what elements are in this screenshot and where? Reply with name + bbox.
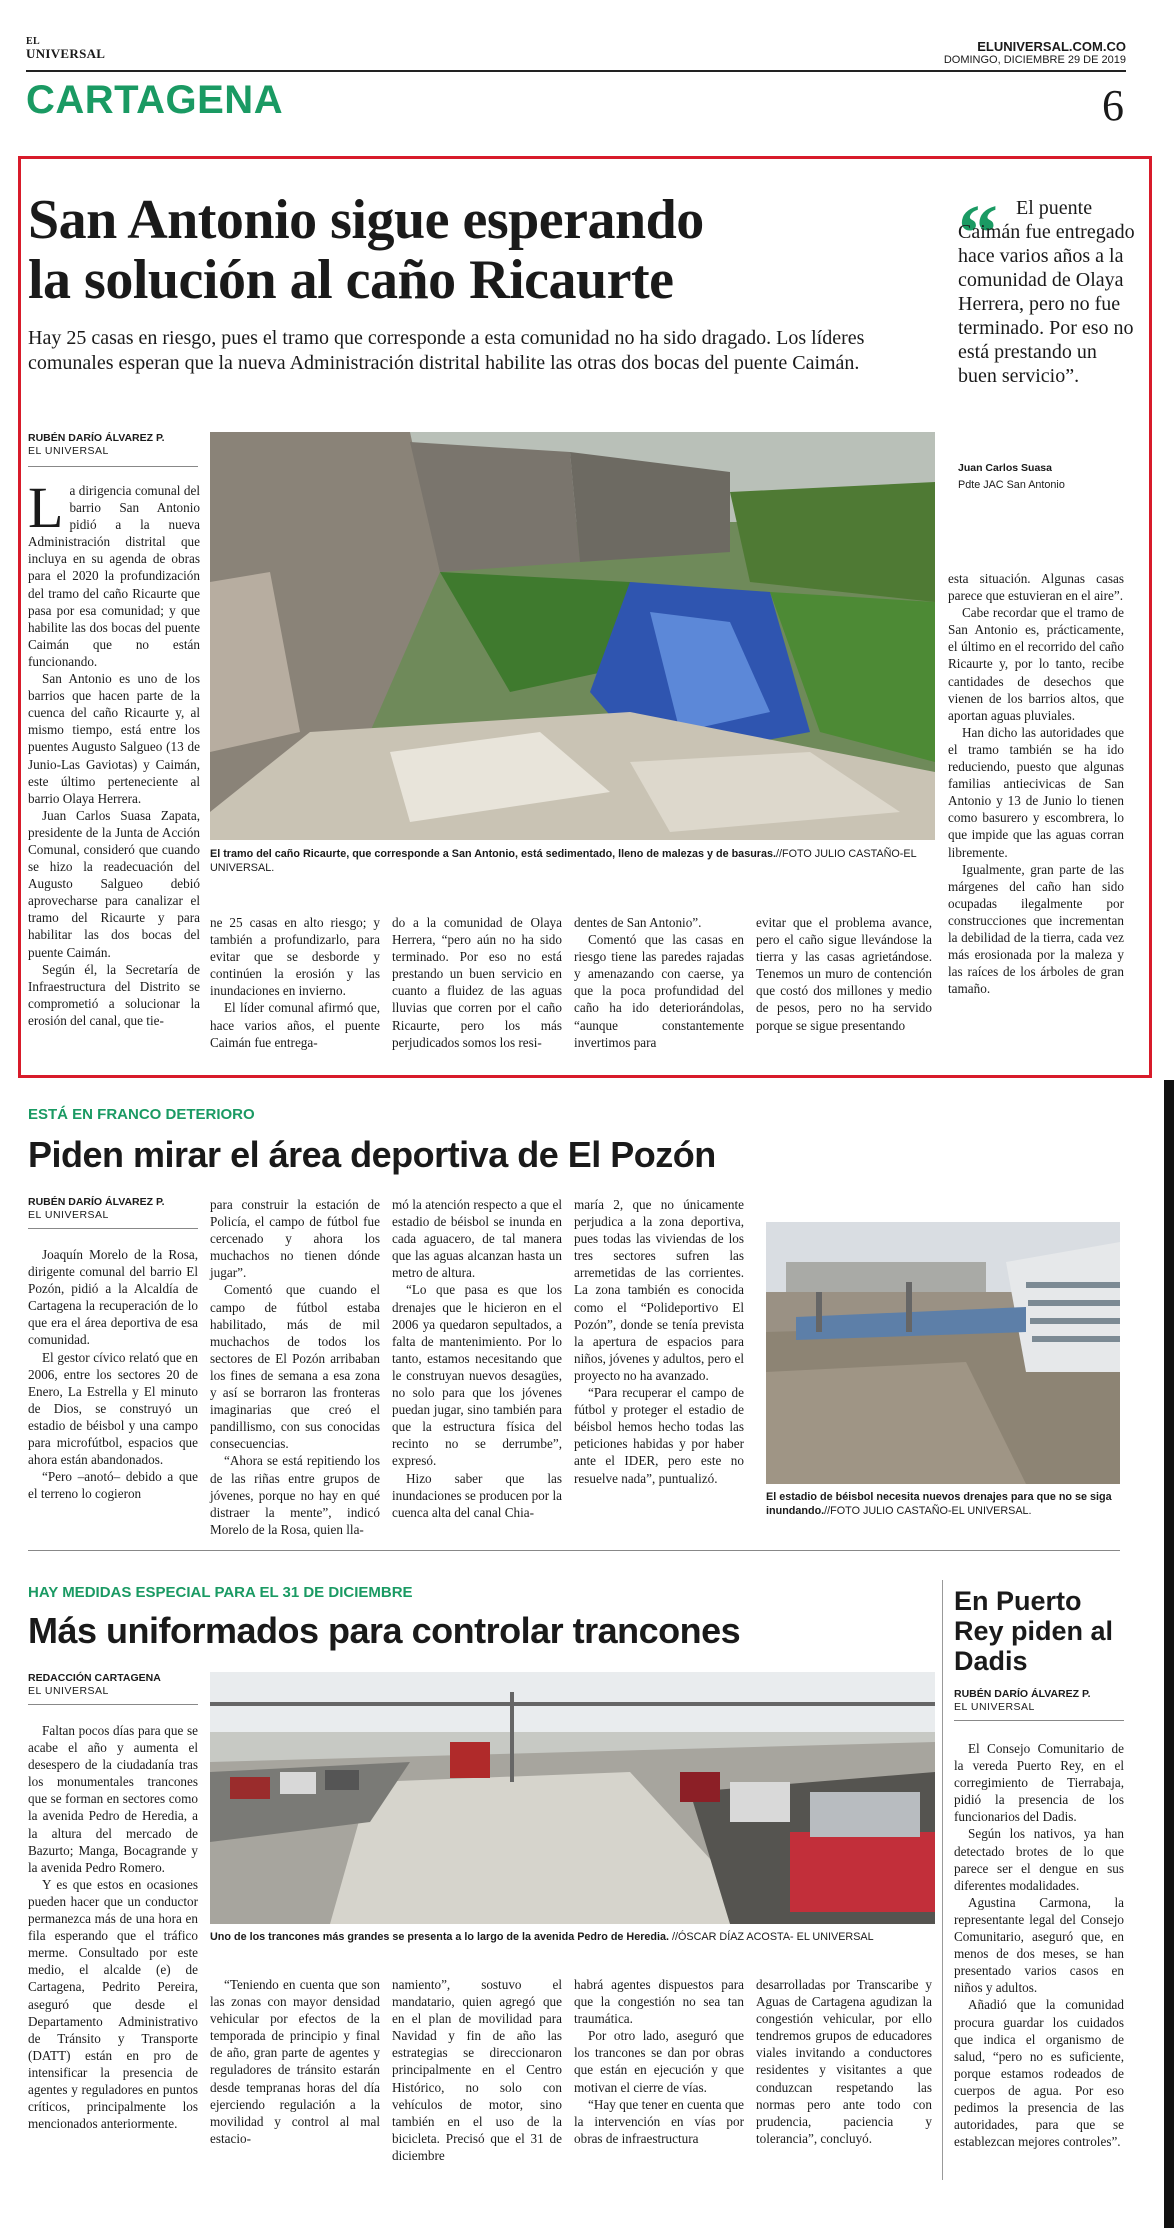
story2-paragraph: El gestor cívico relató que en 2006, entre los sectores 20 de Enero, La Estrella y El minuto de Dios, se construyó un estadio de béisbol y una campo para microfútbol, espacios que ahora están abandonados. [28,1349,198,1468]
stadium-photo-illustration [766,1222,1120,1484]
story4-headline: En Puerto Rey piden al Dadis [954,1586,1114,1676]
story2-caption [766,1490,1120,1518]
story3-byline-block [28,1672,198,1698]
story2-paragraph: Hizo saber que las inundaciones se producen por la cuenca alta del canal Chia- [392,1470,562,1520]
story1-paragraph: Comentó que las casas en riesgo tiene las paredes rajadas y amenazando con caerse, ya que la poca profundidad del caño ha ido deteriorándolas, “aunque constantemente invertimos para [574,932,744,1050]
story3-column-5 [756,1976,932,2147]
story4-paragraph: Según los nativos, ya han detectado brotes de lo que parece ser el dengue en sus diferentes modalidades. [954,1826,1124,1893]
story1-column-5 [756,914,932,1034]
story1-paragraph: evitar que el problema avance, pero el caño sigue llevándose la tierra y las casas agrietándose. Tenemos un muro de contención que costó dos millones y medio de pesos, pero no ha servido porque se sigue presentando [756,915,932,1033]
story3-kicker: HAY MEDIDAS ESPECIAL PARA EL 31 DE DICIEMBRE [28,1584,413,1601]
canal-photo-illustration [210,432,935,840]
story1-column-4 [574,914,744,1051]
story1-paragraph: La dirigencia comunal del barrio San Antonio pidió a la nueva Administración distrital que incluya en su agenda de obras para el 2020 la profundización del tramo del caño Ricaurte que pasa por esa comunidad; y que habilite las dos bocas del puente Caimán que no están funcionando. [28,475,200,669]
story2-paragraph: Joaquín Morelo de la Rosa, dirigente comunal del barrio El Pozón, pidió a la Alcaldía de Cartagena la recuperación de lo que era el área deportiva de esa comunidad. [28,1247,198,1348]
story1-column-3 [392,914,562,1051]
story3-paragraph: desarrolladas por Transcaribe y Aguas de Cartagena agudizan la congestión vehicular, por ello tendremos grupos de educadores viales invitando a conductores residentes y visitantes a que conduzcan respetando las normas pero ante todo con prudencia, paciencia y tolerancia”, concluyó. [756,1977,932,2146]
story4-paragraph: El Consejo Comunitario de la vereda Puerto Rey, en el corregimiento de Tierrabaja, pidió la presencia de los funcionarios del Dadis. [954,1741,1124,1825]
story4-byline: RUBÉN DARÍO ÁLVAREZ P. [954,1688,1091,1700]
story3-paragraph: Por otro lado, aseguró que los trancones se dan por obras que están en ejecución y que motivan el cierre de vías. [574,2028,744,2095]
story1-paragraph: Han dicho las autoridades que el tramo también se ha ido reduciendo, puesto que algunas familias antiecivicas de San Antonio y 13 de Junio lo tienen como basurero y escombrera, lo que impide que las aguas corran libremente. [948,724,1124,860]
masthead-rule [26,70,1126,72]
story4-paragraph: Añadió que la comunidad procura guardar los cuidados que indica el organismo de salud, “pero no es suficiente, porque estamos rodeados de cuerpos de agua. Por eso pedimos la presencia de las autoridades, para que se establezcan mejores controles”. [954,1997,1124,2150]
story1-paragraph: Cabe recordar que el tramo de San Antonio es, prácticamente, el último en el recorrido del caño Ricaurte y, por lo tanto, recibe cantidades de desechos que vienen de los barrios altos, que aportan aguas pluviales. [948,605,1124,723]
story1-paragraph: San Antonio es uno de los barrios que hacen parte de la cuenca del caño Ricaurte y, al mismo tiempo, está entre los puentes Augusto Salgueo (13 de Junio-Las Gaviotas) y Caimán, este último perteneciente al barrio Olaya Herrera. [28,671,200,806]
story1-photo [210,432,935,840]
story1-column-2 [210,914,380,1051]
story1-column-1 [28,475,200,1029]
story4-column-1 [954,1740,1124,2150]
story2-column-2 [210,1196,380,1538]
story1-column-6 [948,570,1124,997]
story2-paragraph: para construir la estación de Policía, el campo de fútbol fue cercenado y ahora los muchachos no tienen dónde jugar”. [210,1197,380,1281]
caption-text: El estadio de béisbol necesita nuevos drenajes para que no se siga inundando. [766,1491,1112,1517]
story3-caption [210,1930,935,1944]
traffic-photo-illustration [210,1672,935,1924]
byline-rule [28,1228,198,1229]
story1-paragraph: Según él, la Secretaría de Infraestructura del Distrito se comprometió a solucionar la erosión del canal, que tie- [28,961,200,1028]
story3-paragraph: namiento”, sostuvo el mandatario, quien agregó que en el plan de movilidad para Navidad y fin de año las estrategias se direccionaron principalmente en el Centro Histórico, no solo con vehículos de motor, sino también en el uso de la bicicleta. Precisó que el 31 de diciembre [392,1977,562,2163]
column-divider [942,1580,943,2180]
story1-paragraph: Igualmente, gran parte de las márgenes del caño han sido ocupadas ilegalmente por construcciones que incrementan la debilidad de la tierra, cada vez más erosionada por la maleza y las raíces de los árboles de gran tamaño. [948,861,1124,997]
story1-headline [28,190,928,310]
page-number: 6 [1102,81,1124,130]
caption-text: Uno de los trancones más grandes se presenta a lo largo de la avenida Pedro de Heredia. [210,1931,670,1943]
caption-text: El tramo del caño Ricaurte, que corresponde a San Antonio, está sedimentado, lleno de malezas y de basuras. [210,848,776,860]
byline-rule [28,1704,198,1705]
story2-kicker: ESTÁ EN FRANCO DETERIORO [28,1106,255,1123]
logo-main: UNIVERSAL [26,46,106,61]
caption-credit: //FOTO JULIO CASTAÑO-EL UNIVERSAL. [210,848,917,874]
story2-paragraph: mó la atención respecto a que el estadio de béisbol se inunda en cada aguacero, de tal manera que las aguas alcanzan hasta un metro de altura. [392,1197,562,1281]
section-title: CARTAGENA [26,78,284,122]
story2-paragraph: “Lo que pasa es que los drenajes que le hicieron en el 2006 ya quedaron sepultados, a falta de mantenimiento. Por lo tanto, estamos necesitando que le construyan nuevos desagües, no solo para que los jóvenes puedan jugar, sino también para que la estructura física del recinto no se derrumbe”, expresó. [392,1282,562,1469]
quote-mark-icon: “ [958,190,998,278]
story2-photo [766,1222,1120,1484]
story1-deck: Hay 25 casas en riesgo, pues el tramo que corresponde a esta comunidad no ha sido dragado. Los líderes comunales esperan que la nueva Administración distrital habilite las otras dos bocas del puente Caimán. [28,327,865,374]
byline-rule [954,1720,1124,1721]
story1-headline-line2: la solución al caño Ricaurte [28,249,674,311]
story2-paragraph: maría 2, que no únicamente perjudica a la zona deportiva, pues todas las viviendas de los tres sectores sufren las arremetidas de las corrientes. La zona también es conocida como el “Polideportivo El Pozón”, donde se tenía prevista la apertura de espacios para niños, jóvenes y adultos, pero el proyecto no ha avanzado. [574,1197,744,1383]
story2-paragraph: “Para recuperar el campo de fútbol y proteger el estadio de béisbol hemos hecho todas las peticiones habidas y por haber ante el IDER, pero este no resuelve nada”, puntualizó. [574,1385,744,1486]
story1-byline-block [28,432,198,458]
story2-paragraph: “Pero –anotó– debido a que el terreno lo cogieron [28,1469,198,1502]
story1-caption [210,847,935,875]
quote-author: Juan Carlos Suasa [958,462,1052,474]
story1-paragraph: El líder comunal afirmó que, hace varios años, el puente Caimán fue entrega- [210,1000,380,1050]
quote-role: Pdte JAC San Antonio [958,479,1065,491]
story3-byline: REDACCIÓN CARTAGENA [28,1672,161,1684]
story4-org: EL UNIVERSAL [954,1701,1035,1713]
masthead-logo [26,36,105,60]
story3-paragraph: “Hay que tener en cuenta que la intervención en vías por obras de infraestructura [574,2096,744,2146]
story4-byline-block [954,1688,1124,1714]
story1-paragraph: do a la comunidad de Olaya Herrera, “pero aún no ha sido terminado. Por eso no está prestando un buen servicio en cuanto a fluidez de las aguas lluvias que corren por el caño Ricaurte, pero los más perjudicados somos los resi- [392,915,562,1050]
story1-org: EL UNIVERSAL [28,445,109,457]
story1-paragraph: Juan Carlos Suasa Zapata, presidente de la Junta de Acción Comunal, consideró que cuando se hizo la readecuación del Augusto Salgueo debió aprovecharse para canalizar el tramo del Ricaurte y para habilitar las dos bocas del puente Caimán. [28,807,200,960]
story2-column-4 [574,1196,744,1487]
story2-byline: RUBÉN DARÍO ÁLVAREZ P. [28,1196,165,1208]
story1-paragraph: dentes de San Antonio”. [574,915,702,930]
story3-paragraph: Y es que estos en ocasiones pueden hacer que un conductor permanezca más de una hora en fila esperando que el tráfico merme. Consultado por este medio, el alcalde (e) de Cartagena, Pedrito Pereira, aseguró que desde el Departamento Administrativo de Tránsito y Transporte (DATT) están en pro de intensificar la presencia de agentes y reguladores en puntos críticos, principalmente los mencionados anteriormente. [28,1876,198,2132]
story2-paragraph: “Ahora se está repitiendo los de las riñas entre grupos de jóvenes, porque no hay en qué distraer la mente”, indicó Morelo de la Rosa, quien lla- [210,1453,380,1537]
story3-column-2 [210,1976,380,2147]
story3-paragraph: “Teniendo en cuenta que son las zonas con mayor densidad vehicular por efectos de la temporada de principio y final de año, gran parte de agentes y reguladores de tránsito estarán desde tempranas horas del día ejerciendo regulación a la movilidad y control al mal estacio- [210,1977,380,2146]
scan-edge [1164,1080,1174,2228]
story3-column-4 [574,1976,744,2147]
story3-column-3 [392,1976,562,2164]
story3-column-1 [28,1722,198,2132]
logo-top: EL [26,36,40,47]
drop-cap: L [28,475,64,540]
story2-paragraph: Comentó que cuando el campo de fútbol estaba habilitado, más de mil muchachos de todos los sectores de El Pozón arribaban los fines de semana a esa zona y así se borraron las fronteras imaginarias que creó el pandillismo, con sus conocidas consecuencias. [210,1282,380,1452]
story3-paragraph: habrá agentes dispuestos para que la congestión no sea tan traumática. [574,1977,744,2027]
story1-paragraph: ne 25 casas en alto riesgo; y también a profundizarlo, para evitar que se desborde y continúen la erosión y las inundaciones en invierno. [210,915,380,999]
edition-date: DOMINGO, DICIEMBRE 29 DE 2019 [943,54,1126,66]
story1-headline-line1: San Antonio sigue esperando [28,189,704,251]
story3-paragraph: Faltan pocos días para que se acabe el año y aumenta el desespero de la ciudadanía tras los monumentales trancones que se forman en sectores como la avenida Pedro de Heredia, a la altura del mercado de Bazurto; Manga, Bocagrande y la avenida Pedro Romero. [28,1723,198,1875]
section-divider [28,1550,1120,1551]
story2-byline-block [28,1196,198,1222]
story1-paragraph: esta situación. Algunas casas parece que estuvieran en el aire”. [948,571,1124,604]
story2-column-3 [392,1196,562,1521]
story3-photo [210,1672,935,1924]
caption-credit: //FOTO JULIO CASTAÑO-EL UNIVERSAL. [824,1505,1032,1517]
story1-byline: RUBÉN DARÍO ÁLVAREZ P. [28,432,165,444]
story2-headline: Piden mirar el área deportiva de El Pozón [28,1134,716,1175]
pull-quote: El puente Caimán fue entregado hace varios años a la comunidad de Olaya Herrera, pero no fue terminado. Por eso no está prestando un buen servicio”. [958,197,1135,387]
story2-column-1 [28,1246,198,1502]
caption-credit: //ÓSCAR DÍAZ ACOSTA- EL UNIVERSAL [672,1931,874,1943]
story3-headline: Más uniformados para controlar trancones [28,1610,741,1651]
site-url[interactable]: ELUNIVERSAL.COM.CO [977,39,1126,54]
byline-rule [28,466,198,467]
story2-org: EL UNIVERSAL [28,1209,109,1221]
story4-paragraph: Agustina Carmona, la representante legal del Consejo Comunitario, aseguró que, en menos de dos meses, se han presentado varios casos en niños y adultos. [954,1894,1124,1996]
story3-org: EL UNIVERSAL [28,1685,109,1697]
